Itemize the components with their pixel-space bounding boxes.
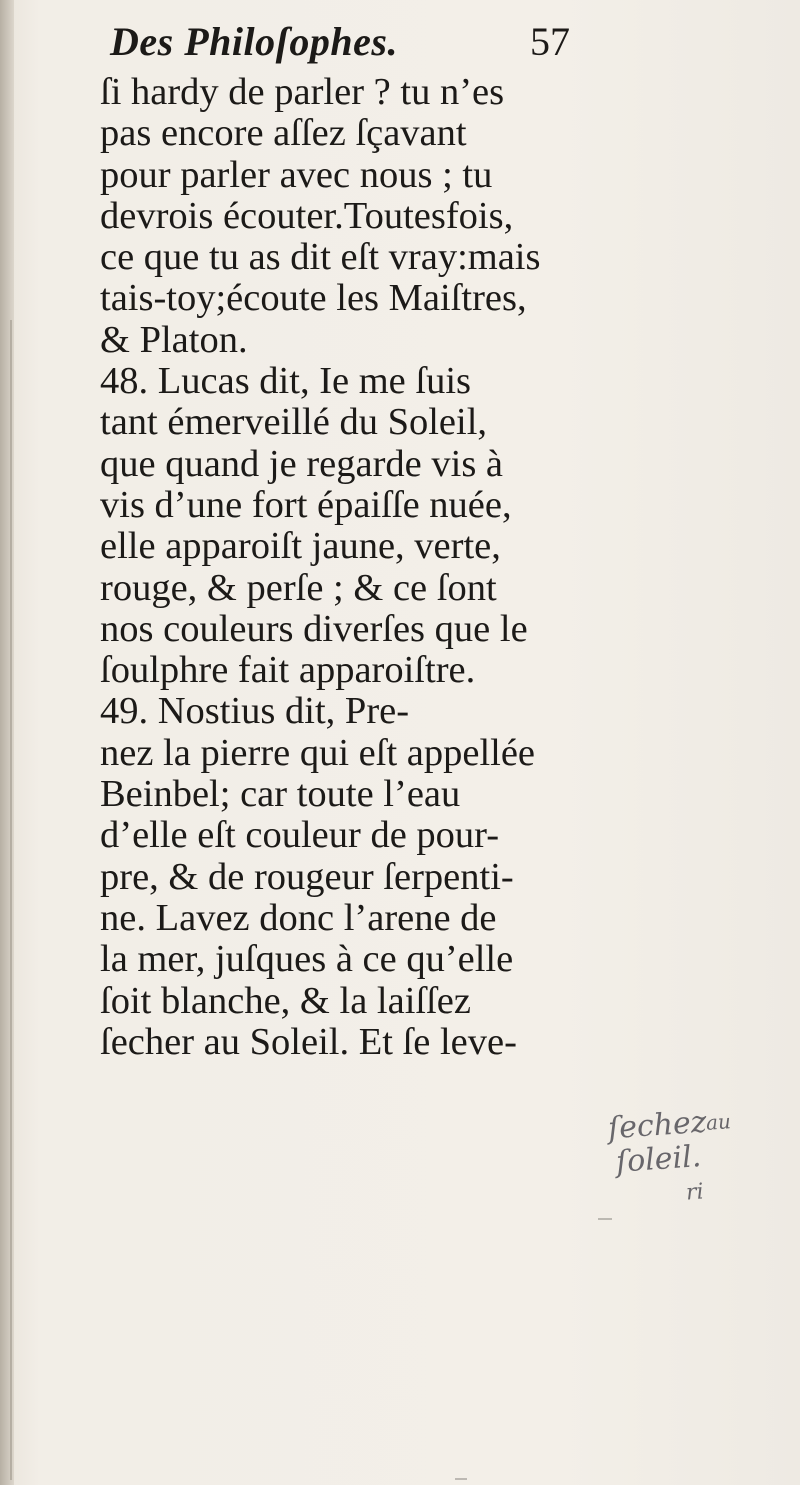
text-line: ce que tu as dit eſt vray:mais [100,236,541,279]
text-line: que quand je regarde vis à [100,442,504,485]
margin-note-word: ſoleil. [614,1139,703,1180]
text-line: nez la pierre qui eſt appellée [100,731,536,774]
text-line: Beinbel; car toute l’eau [100,773,461,816]
text-line: 48. Lucas dit, Ie me ſuis [100,360,472,403]
text-line: la mer, juſques à ce qu’elle [100,938,514,981]
ink-mark [455,1478,467,1480]
handwritten-margin-note [606,1104,798,1228]
margin-note-word: ſechez [606,1104,708,1147]
text-line: 49. Nostius dit, Pre- [100,690,410,733]
page-header [110,18,570,68]
ink-mark [598,1218,612,1220]
text-line: ſoulphre fait apparoiſtre. [100,649,476,692]
text-line: & Platon. [100,318,248,361]
text-line: devrois écouter.Toutesfois, [100,194,514,237]
margin-note-word: ri [685,1179,705,1206]
text-line: tant émerveillé du Soleil, [100,401,488,444]
text-line: ſecher au Soleil. Et ſe leve- [100,1020,517,1063]
text-line: d’elle eſt couleur de pour- [100,814,500,857]
text-line: pas encore aſſez ſçavant [100,112,467,155]
text-line: tais-toy;écoute les Maiſtres, [100,277,527,320]
text-line: elle apparoiſt jaune, verte, [100,525,501,568]
text-line: vis d’une fort épaiſſe nuée, [100,483,512,526]
text-line: ſi hardy de parler ? tu n’es [100,71,505,113]
text-line: pour parler avec nous ; tu [100,153,493,196]
margin-note-word: au [705,1109,732,1135]
body-text [100,72,605,1063]
text-line: pre, & de rougeur ſerpenti- [100,855,514,898]
text-line: ne. Lavez donc l’arene de [100,896,497,939]
page-gutter [0,0,14,1485]
text-line: ſoit blanche, & la laiſſez [100,979,471,1022]
running-title: Des Philoſophes. [110,19,398,64]
gutter-shadow-line [10,320,12,1480]
text-line: nos couleurs diverſes que le [100,607,528,650]
text-line: rouge, & perſe ; & ce ſont [100,566,497,609]
page-number: 57 [530,19,570,64]
